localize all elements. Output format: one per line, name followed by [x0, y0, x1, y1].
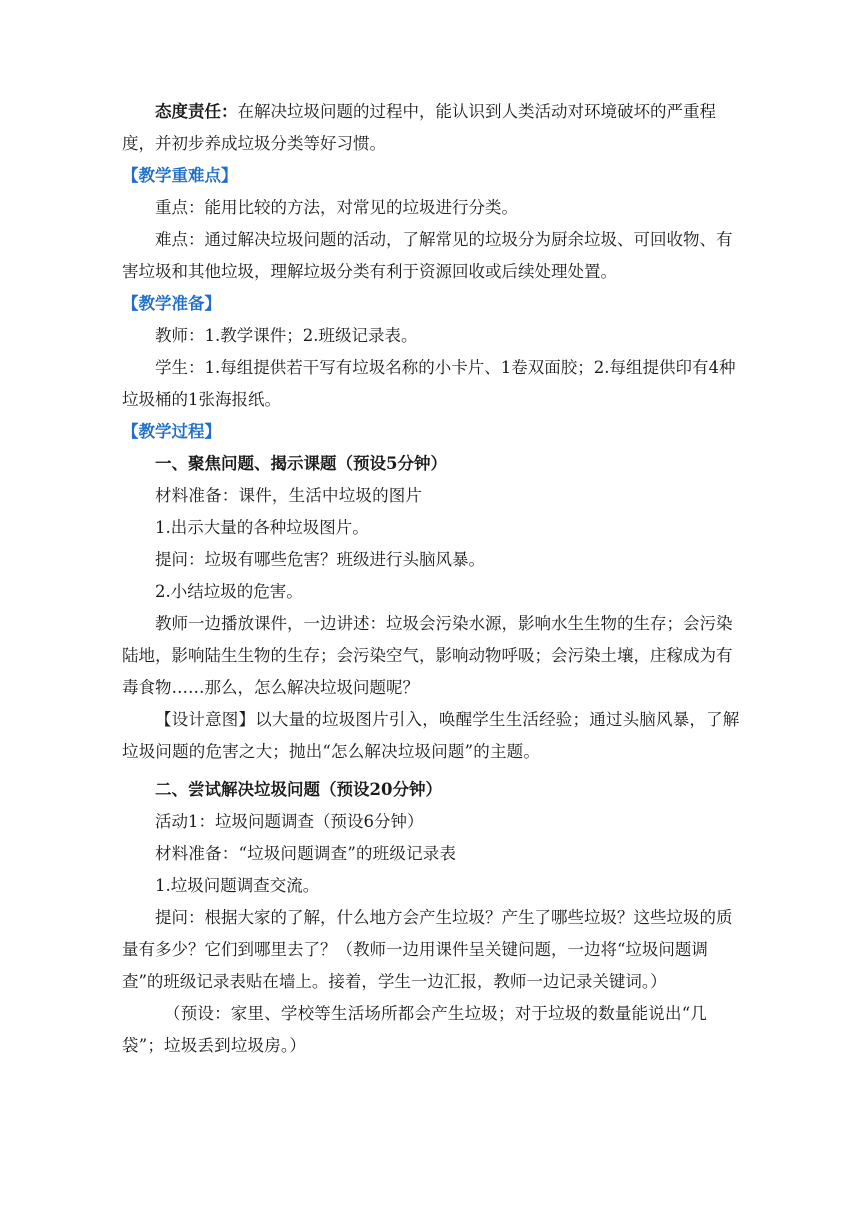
key-point-focus: 重点：能用比较的方法，对常见的垃圾进行分类。 [155, 198, 518, 217]
part1-title: 一、聚焦问题、揭示课题（预设5分钟） [155, 454, 447, 473]
preparation-teacher: 教师：1.教学课件；2.班级记录表。 [155, 326, 418, 345]
preparation-heading: 【教学准备】 [122, 294, 221, 313]
attitude-text: 在解决垃圾问题的过程中，能认识到人类活动对环境破坏的严重程度，并初步养成垃圾分类等好习惯。 [122, 102, 716, 153]
process-heading: 【教学过程】 [122, 422, 221, 441]
part1-material: 材料准备：课件，生活中垃圾的图片 [155, 486, 423, 505]
part1-question: 提问：垃圾有哪些危害？班级进行头脑风暴。 [155, 550, 485, 569]
part1-step1: 1.出示大量的各种垃圾图片。 [155, 518, 369, 537]
part1-design-intent: 【设计意图】以大量的垃圾图片引入，唤醒学生生活经验；通过头脑风暴，了解垃圾问题的危害之大；抛出“怎么解决垃圾问题”的主题。 [122, 710, 740, 761]
preparation-student: 学生：1.每组提供若干写有垃圾名称的小卡片、1卷双面胶；2.每组提供印有4种垃圾桶的1张海报纸。 [122, 358, 736, 409]
part2-preset: （预设：家里、学校等生活场所都会产生垃圾；对于垃圾的数量能说出“几袋”；垃圾丢到垃圾房。） [122, 1004, 708, 1055]
key-points-heading: 【教学重难点】 [122, 166, 238, 185]
part2-question: 提问：根据大家的了解，什么地方会产生垃圾？产生了哪些垃圾？这些垃圾的质量有多少？它们到哪里去了？（教师一边用课件呈关键问题，一边将“垃圾问题调查”的班级记录表贴在墙上。接着，学生一边汇报，教师一边记录关键词。） [122, 908, 733, 991]
part2-material: 材料准备：“垃圾问题调查”的班级记录表 [155, 844, 457, 863]
document-body [122, 96, 747, 1062]
part2-activity1: 活动1：垃圾问题调查（预设6分钟） [155, 812, 424, 831]
part2-step1: 1.垃圾问题调查交流。 [155, 876, 320, 895]
part1-step2: 2.小结垃圾的危害。 [155, 582, 303, 601]
part2-title: 二、尝试解决垃圾问题（预设20分钟） [155, 780, 442, 799]
attitude-paragraph [122, 96, 747, 160]
attitude-label: 态度责任： [155, 102, 238, 121]
key-point-difficulty: 难点：通过解决垃圾问题的活动，了解常见的垃圾分为厨余垃圾、可回收物、有害垃圾和其他垃圾，理解垃圾分类有利于资源回收或后续处理处置。 [122, 230, 733, 281]
part1-narration: 教师一边播放课件，一边讲述：垃圾会污染水源，影响水生生物的生存；会污染陆地，影响陆生生物的生存；会污染空气，影响动物呼吸；会污染土壤，庄稼成为有毒食物……那么，怎么解决垃圾问题呢？ [122, 614, 733, 697]
